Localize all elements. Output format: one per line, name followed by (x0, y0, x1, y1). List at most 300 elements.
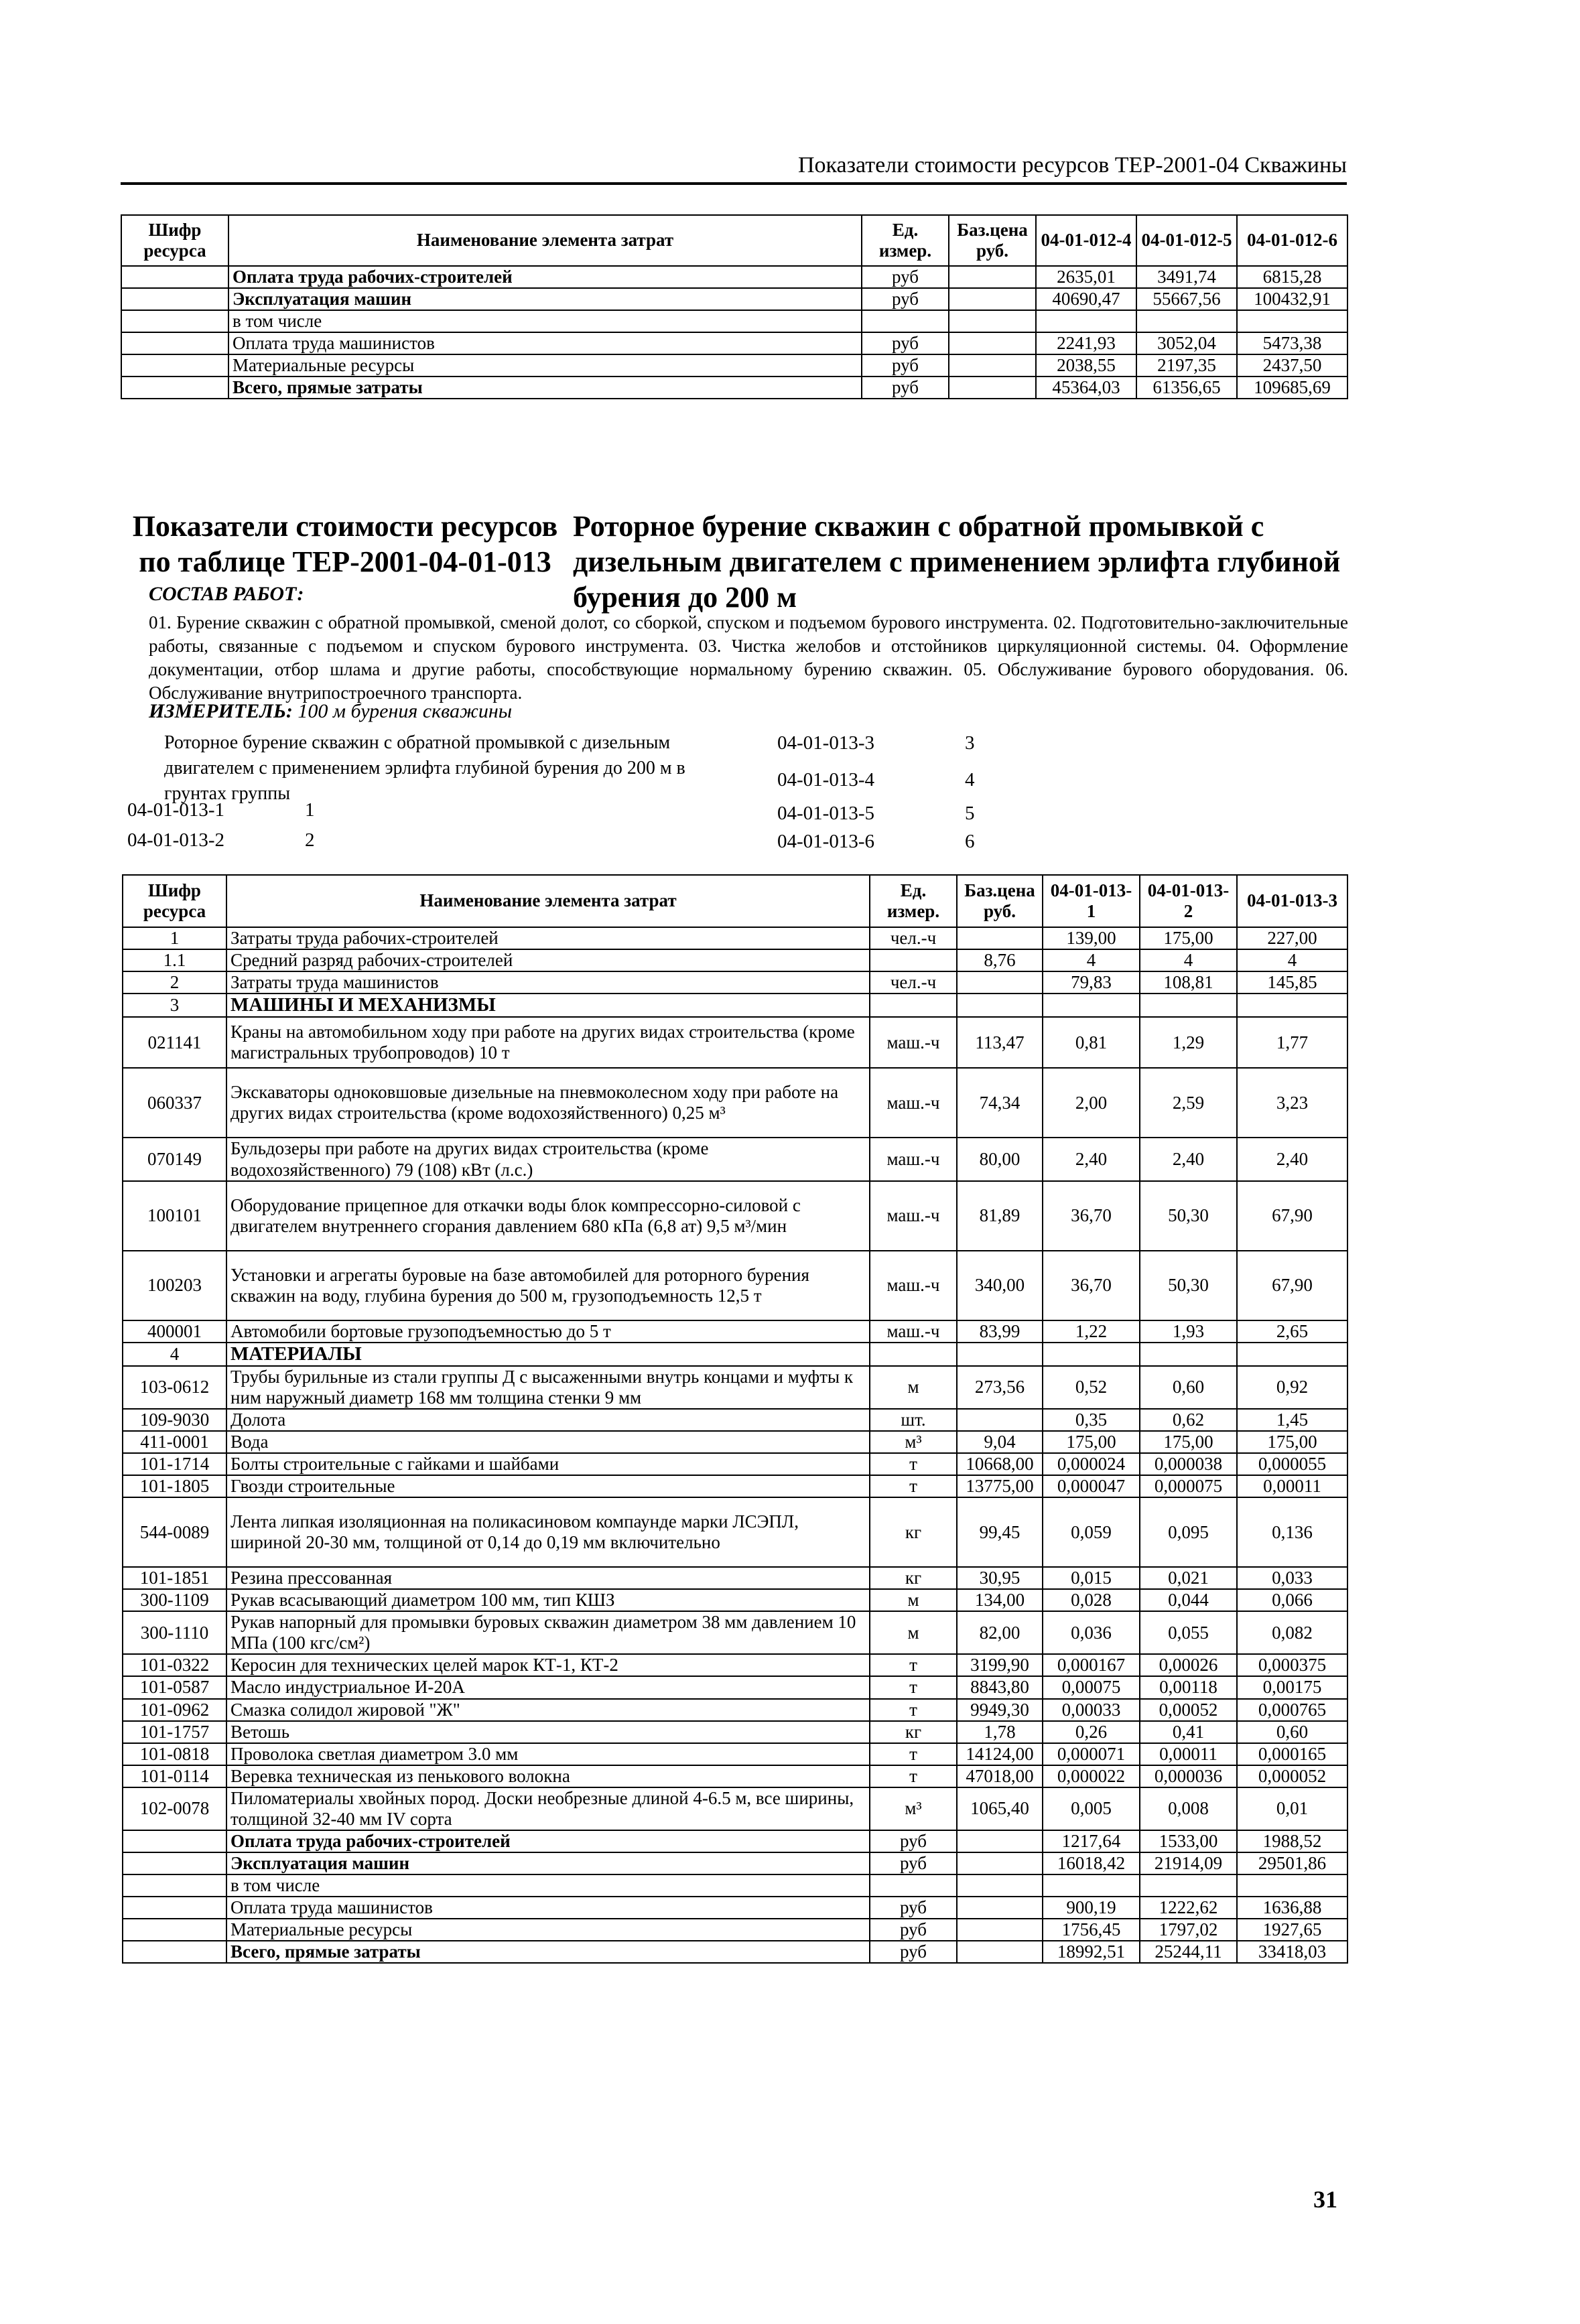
cell-norm-2: 1797,02 (1140, 1919, 1237, 1941)
cell-name: Проволока светлая диаметром 3.0 мм (226, 1743, 870, 1765)
cell-norm-1: 1756,45 (1043, 1919, 1140, 1941)
cell-norm-2 (1140, 1343, 1237, 1366)
cell-base-price: 82,00 (957, 1611, 1043, 1654)
header-divider (121, 182, 1347, 185)
cell-name: Гвозди строительные (226, 1475, 870, 1497)
page-number: 31 (1313, 2186, 1337, 2213)
cell-base-price: 3199,90 (957, 1654, 1043, 1676)
table-row (123, 1654, 1347, 1676)
cell-base-price: 113,47 (957, 1017, 1043, 1068)
cell-norm-1: 2,00 (1043, 1068, 1140, 1138)
cell-unit (870, 949, 957, 971)
soil-group: 6 (965, 831, 975, 852)
cell-base-price: 340,00 (957, 1251, 1043, 1320)
cell-norm-2: 61356,65 (1136, 377, 1237, 399)
cell-norm-2: 175,00 (1140, 1431, 1237, 1453)
cell-unit: чел.-ч (870, 927, 957, 949)
cell-code: 101-0322 (123, 1654, 226, 1676)
cell-norm-3: 0,082 (1237, 1611, 1347, 1654)
table-row (123, 1497, 1347, 1567)
cell-norm-2: 1533,00 (1140, 1830, 1237, 1852)
cell-norm-3: 109685,69 (1237, 377, 1347, 399)
cell-code: 102-0078 (123, 1787, 226, 1830)
cell-norm-1: 4 (1043, 949, 1140, 971)
cell-unit: маш.-ч (870, 1017, 957, 1068)
cell-norm-1: 79,83 (1043, 971, 1140, 994)
cell-name: МАШИНЫ И МЕХАНИЗМЫ (226, 994, 870, 1017)
cell-norm-1: 36,70 (1043, 1181, 1140, 1251)
cost-table-012 (121, 214, 1348, 399)
table-row (123, 949, 1347, 971)
cell-base-price: 14124,00 (957, 1743, 1043, 1765)
cell-unit: руб (870, 1830, 957, 1852)
soil-group: 2 (305, 829, 315, 851)
cell-norm-2: 175,00 (1140, 927, 1237, 949)
cell-norm-3: 100432,91 (1237, 288, 1347, 310)
cell-norm-3: 0,000765 (1237, 1699, 1347, 1721)
cell-code (123, 1852, 226, 1874)
cell-name: Оплата труда рабочих-строителей (228, 266, 862, 288)
cell-name: Рукав напорный для промывки буровых скважин диаметром 38 мм давлением 10 МПа (100 кгс/см²) (226, 1611, 870, 1654)
cell-name: Оборудование прицепное для откачки воды блок компрессорно-силовой с двигателем внутреннего сгорания давлением 680 кПа (6,8 ат) 9,5 м³/мин (226, 1181, 870, 1251)
cell-norm-2: 4 (1140, 949, 1237, 971)
cell-unit: м³ (870, 1431, 957, 1453)
cell-code: 021141 (123, 1017, 226, 1068)
cell-norm-1: 1,22 (1043, 1320, 1140, 1343)
soil-group: 4 (965, 769, 975, 791)
cell-norm-3: 67,90 (1237, 1251, 1347, 1320)
cell-name: Рукав всасывающий диаметром 100 мм, тип КШЗ (226, 1589, 870, 1611)
cell-norm-1: 0,005 (1043, 1787, 1140, 1830)
cell-norm-1: 2635,01 (1036, 266, 1136, 288)
cell-norm-1 (1043, 994, 1140, 1017)
col-header-unit: Ед. измер. (862, 215, 949, 266)
cell-unit: шт. (870, 1409, 957, 1431)
table-row (123, 1787, 1347, 1830)
table-row (123, 1409, 1347, 1431)
cell-norm-3: 4 (1237, 949, 1347, 971)
cell-code (121, 377, 228, 399)
cell-norm-3: 1927,65 (1237, 1919, 1347, 1941)
cell-norm-3: 0,00011 (1237, 1475, 1347, 1497)
cell-norm-2: 0,00011 (1140, 1743, 1237, 1765)
cell-base-price (957, 994, 1043, 1017)
cell-code: 1 (123, 927, 226, 949)
table-row (123, 1181, 1347, 1251)
cell-unit: руб (862, 354, 949, 377)
table-row (123, 1830, 1347, 1852)
cell-base-price: 8,76 (957, 949, 1043, 971)
cell-code (121, 332, 228, 354)
table-row (123, 1567, 1347, 1589)
cell-norm-1: 45364,03 (1036, 377, 1136, 399)
cell-name: Оплата труда рабочих-строителей (226, 1830, 870, 1852)
cell-code (123, 1897, 226, 1919)
cell-norm-2: 21914,09 (1140, 1852, 1237, 1874)
cell-norm-3: 2,65 (1237, 1320, 1347, 1343)
cell-norm-1: 0,00033 (1043, 1699, 1140, 1721)
cell-norm-2: 1,93 (1140, 1320, 1237, 1343)
cell-norm-3: 0,000055 (1237, 1453, 1347, 1475)
cell-unit: кг (870, 1567, 957, 1589)
cell-norm-1: 2038,55 (1036, 354, 1136, 377)
cell-base-price: 99,45 (957, 1497, 1043, 1567)
cell-norm-3 (1237, 310, 1347, 332)
cell-name: МАТЕРИАЛЫ (226, 1343, 870, 1366)
col-header-norm-1: 04-01-013-1 (1043, 875, 1140, 927)
cell-code (121, 266, 228, 288)
works-label: СОСТАВ РАБОТ: (149, 583, 304, 605)
cell-name: в том числе (226, 1874, 870, 1897)
cell-code: 103-0612 (123, 1366, 226, 1409)
cell-code: 100101 (123, 1181, 226, 1251)
cell-norm-3: 0,066 (1237, 1589, 1347, 1611)
cell-code: 2 (123, 971, 226, 994)
cell-norm-2: 108,81 (1140, 971, 1237, 994)
col-header-norm-3: 04-01-013-3 (1237, 875, 1347, 927)
cell-name: Оплата труда машинистов (226, 1897, 870, 1919)
cell-name: Трубы бурильные из стали группы Д с высаженными внутрь концами и муфты к ним наружный диаметр 168 мм толщина стенки 9 мм (226, 1366, 870, 1409)
cell-name: Затраты труда рабочих-строителей (226, 927, 870, 949)
cell-base-price (957, 927, 1043, 949)
cell-name: Эксплуатация машин (228, 288, 862, 310)
cell-unit: м (870, 1366, 957, 1409)
cell-norm-1: 0,028 (1043, 1589, 1140, 1611)
cell-norm-2: 0,044 (1140, 1589, 1237, 1611)
cell-norm-1: 40690,47 (1036, 288, 1136, 310)
cell-unit: м³ (870, 1787, 957, 1830)
table-row (123, 1589, 1347, 1611)
cell-base-price: 10668,00 (957, 1453, 1043, 1475)
cell-norm-3: 1988,52 (1237, 1830, 1347, 1852)
cell-norm-1: 0,059 (1043, 1497, 1140, 1567)
cell-unit: руб (870, 1852, 957, 1874)
col-header-base-price: Баз.цена руб. (949, 215, 1036, 266)
cell-norm-3: 0,033 (1237, 1567, 1347, 1589)
cell-norm-2: 0,62 (1140, 1409, 1237, 1431)
cell-name: Затраты труда машинистов (226, 971, 870, 994)
cell-base-price: 47018,00 (957, 1765, 1043, 1787)
cell-base-price (957, 1343, 1043, 1366)
cell-base-price: 8843,80 (957, 1676, 1043, 1698)
cell-code: 3 (123, 994, 226, 1017)
cell-norm-2: 50,30 (1140, 1251, 1237, 1320)
cell-norm-3: 5473,38 (1237, 332, 1347, 354)
cell-norm-2: 3052,04 (1136, 332, 1237, 354)
cell-code: 101-1757 (123, 1721, 226, 1743)
cell-norm-1: 0,00075 (1043, 1676, 1140, 1698)
table-row (121, 377, 1347, 399)
table-row (123, 1366, 1347, 1409)
cell-name: Краны на автомобильном ходу при работе на других видах строительства (кроме магистральных трубопроводов) 10 т (226, 1017, 870, 1068)
cell-code: 300-1109 (123, 1589, 226, 1611)
cell-code (123, 1941, 226, 1963)
works-description: 01. Бурение скважин с обратной промывкой, сменой долот, со сборкой, спуском и подъемом бурового инструмента. 02. Подготовительно-заключительные работы, связанные с подъемом и спуском бурового инструмента. 03. Чистка желобов и отстойников циркуляционной системы. 04. Оформление документации, отбор шлама и другие работы, способствующие нормальному бурению скважин. 05. Обслуживание бурового оборудования. 06. Обслуживание внутрипостроечного транспорта. (149, 612, 1348, 703)
cell-base-price (957, 1830, 1043, 1852)
table-row (123, 1017, 1347, 1068)
cell-name: Лента липкая изоляционная на поликасиновом компаунде марки ЛСЭПЛ, шириной 20-30 мм, толщиной от 0,14 до 0,19 мм включительно (226, 1497, 870, 1567)
cell-base-price: 1065,40 (957, 1787, 1043, 1830)
table-row (123, 927, 1347, 949)
col-header-norm-1: 04-01-012-4 (1036, 215, 1136, 266)
page-header: Показатели стоимости ресурсов ТЕР-2001-04 Скважины (797, 153, 1347, 178)
cell-base-price (949, 332, 1036, 354)
norm-code: 04-01-013-1 (127, 799, 224, 821)
cell-unit: чел.-ч (870, 971, 957, 994)
cell-code: 101-0587 (123, 1676, 226, 1698)
cell-name: Долота (226, 1409, 870, 1431)
cell-norm-3: 175,00 (1237, 1431, 1347, 1453)
cell-norm-1 (1036, 310, 1136, 332)
cell-norm-3: 1,77 (1237, 1017, 1347, 1068)
col-header-norm-3: 04-01-012-6 (1237, 215, 1347, 266)
cell-base-price: 9949,30 (957, 1699, 1043, 1721)
cell-name: Средний разряд рабочих-строителей (226, 949, 870, 971)
cell-name: Материальные ресурсы (228, 354, 862, 377)
cell-code: 060337 (123, 1068, 226, 1138)
cell-base-price (957, 1897, 1043, 1919)
cell-base-price: 80,00 (957, 1138, 1043, 1180)
cell-code: 101-1805 (123, 1475, 226, 1497)
cell-code: 101-0114 (123, 1765, 226, 1787)
cell-norm-2: 1,29 (1140, 1017, 1237, 1068)
norm-code: 04-01-013-5 (777, 803, 874, 824)
cell-unit: т (870, 1475, 957, 1497)
table-row (123, 1676, 1347, 1698)
cell-base-price (957, 1852, 1043, 1874)
cell-norm-3: 0,136 (1237, 1497, 1347, 1567)
cell-unit: т (870, 1453, 957, 1475)
cell-norm-3: 227,00 (1237, 927, 1347, 949)
cell-norm-2: 55667,56 (1136, 288, 1237, 310)
cell-unit: маш.-ч (870, 1251, 957, 1320)
cell-code: 101-1851 (123, 1567, 226, 1589)
cell-base-price: 273,56 (957, 1366, 1043, 1409)
cell-norm-2: 1222,62 (1140, 1897, 1237, 1919)
cell-name: Ветошь (226, 1721, 870, 1743)
cell-norm-2: 2197,35 (1136, 354, 1237, 377)
cell-norm-1: 0,52 (1043, 1366, 1140, 1409)
cell-base-price: 30,95 (957, 1567, 1043, 1589)
cell-norm-1: 0,35 (1043, 1409, 1140, 1431)
table-row (123, 1251, 1347, 1320)
cell-norm-3: 6815,28 (1237, 266, 1347, 288)
cell-code: 4 (123, 1343, 226, 1366)
cell-name: Резина прессованная (226, 1567, 870, 1589)
cell-unit: кг (870, 1497, 957, 1567)
cell-name: Экскаваторы одноковшовые дизельные на пневмоколесном ходу при работе на других видах строительства (кроме водохозяйственного) 0,25 м³ (226, 1068, 870, 1138)
cell-norm-2: 0,00052 (1140, 1699, 1237, 1721)
cell-norm-2: 25244,11 (1140, 1941, 1237, 1963)
cell-unit: руб (870, 1941, 957, 1963)
cell-norm-1: 0,000024 (1043, 1453, 1140, 1475)
col-header-norm-2: 04-01-012-5 (1136, 215, 1237, 266)
cell-name: Пиломатериалы хвойных пород. Доски необрезные длиной 4-6.5 м, все ширины, толщиной 32-40 мм IV сорта (226, 1787, 870, 1830)
cell-norm-2: 0,095 (1140, 1497, 1237, 1567)
cell-name: Всего, прямые затраты (228, 377, 862, 399)
meter-line (149, 700, 512, 723)
table-row (123, 1320, 1347, 1343)
cell-norm-1: 0,000047 (1043, 1475, 1140, 1497)
norm-code: 04-01-013-3 (777, 732, 874, 754)
work-description: Роторное бурение скважин с обратной промывкой с дизельным двигателем с применением эрлифта глубиной бурения до 200 м в грунтах группы (164, 732, 685, 804)
cell-norm-2: 0,41 (1140, 1721, 1237, 1743)
cell-base-price: 81,89 (957, 1181, 1043, 1251)
cell-unit: руб (870, 1919, 957, 1941)
cell-code: 1.1 (123, 949, 226, 971)
cell-name: Бульдозеры при работе на других видах строительства (кроме водохозяйственного) 79 (108) кВт (л.с.) (226, 1138, 870, 1180)
cell-code (121, 310, 228, 332)
cell-base-price: 1,78 (957, 1721, 1043, 1743)
cell-norm-2: 0,021 (1140, 1567, 1237, 1589)
cell-name: Эксплуатация машин (226, 1852, 870, 1874)
col-header-unit: Ед. измер. (870, 875, 957, 927)
cell-norm-2: 0,055 (1140, 1611, 1237, 1654)
soil-group: 5 (965, 803, 975, 824)
cell-unit: т (870, 1676, 957, 1698)
cell-norm-3: 0,01 (1237, 1787, 1347, 1830)
cell-base-price (957, 1941, 1043, 1963)
cell-norm-3: 0,000375 (1237, 1654, 1347, 1676)
cell-norm-1: 900,19 (1043, 1897, 1140, 1919)
cost-table-013 (122, 874, 1348, 1964)
cell-name: Масло индустриальное И-20А (226, 1676, 870, 1698)
cell-unit (870, 1874, 957, 1897)
cell-base-price (957, 1919, 1043, 1941)
cell-code: 101-0962 (123, 1699, 226, 1721)
cell-norm-2 (1140, 1874, 1237, 1897)
cell-name: в том числе (228, 310, 862, 332)
table-row (121, 310, 1347, 332)
cell-norm-3: 29501,86 (1237, 1852, 1347, 1874)
cell-norm-1: 18992,51 (1043, 1941, 1140, 1963)
cell-norm-1: 0,81 (1043, 1017, 1140, 1068)
table-row (121, 266, 1347, 288)
cell-norm-2: 2,59 (1140, 1068, 1237, 1138)
cell-norm-1: 175,00 (1043, 1431, 1140, 1453)
cell-norm-1: 1217,64 (1043, 1830, 1140, 1852)
cell-base-price (949, 288, 1036, 310)
cell-norm-2 (1136, 310, 1237, 332)
table-row (123, 1343, 1347, 1366)
cell-norm-2: 0,000038 (1140, 1453, 1237, 1475)
cell-unit: руб (862, 288, 949, 310)
cell-unit: руб (870, 1897, 957, 1919)
col-header-name: Наименование элемента затрат (228, 215, 862, 266)
table-row (123, 1897, 1347, 1919)
section-subtitle: Роторное бурение скважин с обратной промывкой с дизельным двигателем с применением эрлифта глубиной бурения до 200 м (573, 510, 1341, 614)
cell-name: Вода (226, 1431, 870, 1453)
table-row (123, 1919, 1347, 1941)
table-row (123, 1852, 1347, 1874)
cell-code: 100203 (123, 1251, 226, 1320)
cell-norm-1: 0,000022 (1043, 1765, 1140, 1787)
cell-norm-2: 0,000036 (1140, 1765, 1237, 1787)
cell-base-price (957, 1874, 1043, 1897)
cell-norm-3 (1237, 994, 1347, 1017)
cell-unit (870, 1343, 957, 1366)
table-row (121, 332, 1347, 354)
cell-code: 070149 (123, 1138, 226, 1180)
cell-norm-3 (1237, 1874, 1347, 1897)
cell-norm-1: 0,000167 (1043, 1654, 1140, 1676)
cell-name: Оплата труда машинистов (228, 332, 862, 354)
cell-norm-2: 0,000075 (1140, 1475, 1237, 1497)
cell-norm-1: 0,015 (1043, 1567, 1140, 1589)
cell-norm-1: 2241,93 (1036, 332, 1136, 354)
cell-unit: маш.-ч (870, 1068, 957, 1138)
meter-label: ИЗМЕРИТЕЛЬ: (149, 700, 293, 722)
cell-norm-3: 3,23 (1237, 1068, 1347, 1138)
cell-code (123, 1874, 226, 1897)
cell-name: Материальные ресурсы (226, 1919, 870, 1941)
cell-norm-3: 2,40 (1237, 1138, 1347, 1180)
cell-norm-3: 0,000165 (1237, 1743, 1347, 1765)
cell-norm-3: 145,85 (1237, 971, 1347, 994)
cell-norm-1: 0,000071 (1043, 1743, 1140, 1765)
cell-base-price (957, 971, 1043, 994)
table-row (123, 1068, 1347, 1138)
col-header-code: Шифр ресурса (121, 215, 228, 266)
cell-norm-1: 0,26 (1043, 1721, 1140, 1743)
table-row (123, 1941, 1347, 1963)
table-row (123, 1874, 1347, 1897)
cell-norm-1: 36,70 (1043, 1251, 1140, 1320)
table-row (123, 1138, 1347, 1180)
cell-norm-2: 0,60 (1140, 1366, 1237, 1409)
cell-base-price: 74,34 (957, 1068, 1043, 1138)
cell-base-price: 83,99 (957, 1320, 1043, 1343)
cell-code: 411-0001 (123, 1431, 226, 1453)
cell-code (123, 1919, 226, 1941)
cell-unit (870, 994, 957, 1017)
cell-norm-1 (1043, 1874, 1140, 1897)
cell-base-price (949, 354, 1036, 377)
meter-value: 100 м бурения скважины (298, 700, 513, 722)
cell-norm-3: 2437,50 (1237, 354, 1347, 377)
col-header-code: Шифр ресурса (123, 875, 226, 927)
col-header-norm-2: 04-01-013-2 (1140, 875, 1237, 927)
cell-unit: м (870, 1589, 957, 1611)
cell-norm-3: 0,92 (1237, 1366, 1347, 1409)
cell-name: Смазка солидол жировой "Ж" (226, 1699, 870, 1721)
cell-norm-3: 0,000052 (1237, 1765, 1347, 1787)
cell-code: 300-1110 (123, 1611, 226, 1654)
cell-unit: руб (862, 332, 949, 354)
cell-norm-2 (1140, 994, 1237, 1017)
table-row (123, 1721, 1347, 1743)
col-header-base-price: Баз.цена руб. (957, 875, 1043, 927)
table-row (121, 354, 1347, 377)
table-row (121, 288, 1347, 310)
cell-unit: т (870, 1654, 957, 1676)
cell-code: 109-9030 (123, 1409, 226, 1431)
cell-norm-3: 33418,03 (1237, 1941, 1347, 1963)
cell-norm-2: 0,008 (1140, 1787, 1237, 1830)
cell-norm-1: 139,00 (1043, 927, 1140, 949)
cell-code (121, 354, 228, 377)
table-row (123, 1699, 1347, 1721)
cell-code (121, 288, 228, 310)
norm-code: 04-01-013-6 (777, 831, 874, 852)
cell-unit: маш.-ч (870, 1138, 957, 1180)
norm-code: 04-01-013-4 (777, 769, 874, 791)
cell-base-price (949, 266, 1036, 288)
table-row (123, 1431, 1347, 1453)
cell-code: 544-0089 (123, 1497, 226, 1567)
cell-base-price (957, 1409, 1043, 1431)
cell-base-price: 13775,00 (957, 1475, 1043, 1497)
